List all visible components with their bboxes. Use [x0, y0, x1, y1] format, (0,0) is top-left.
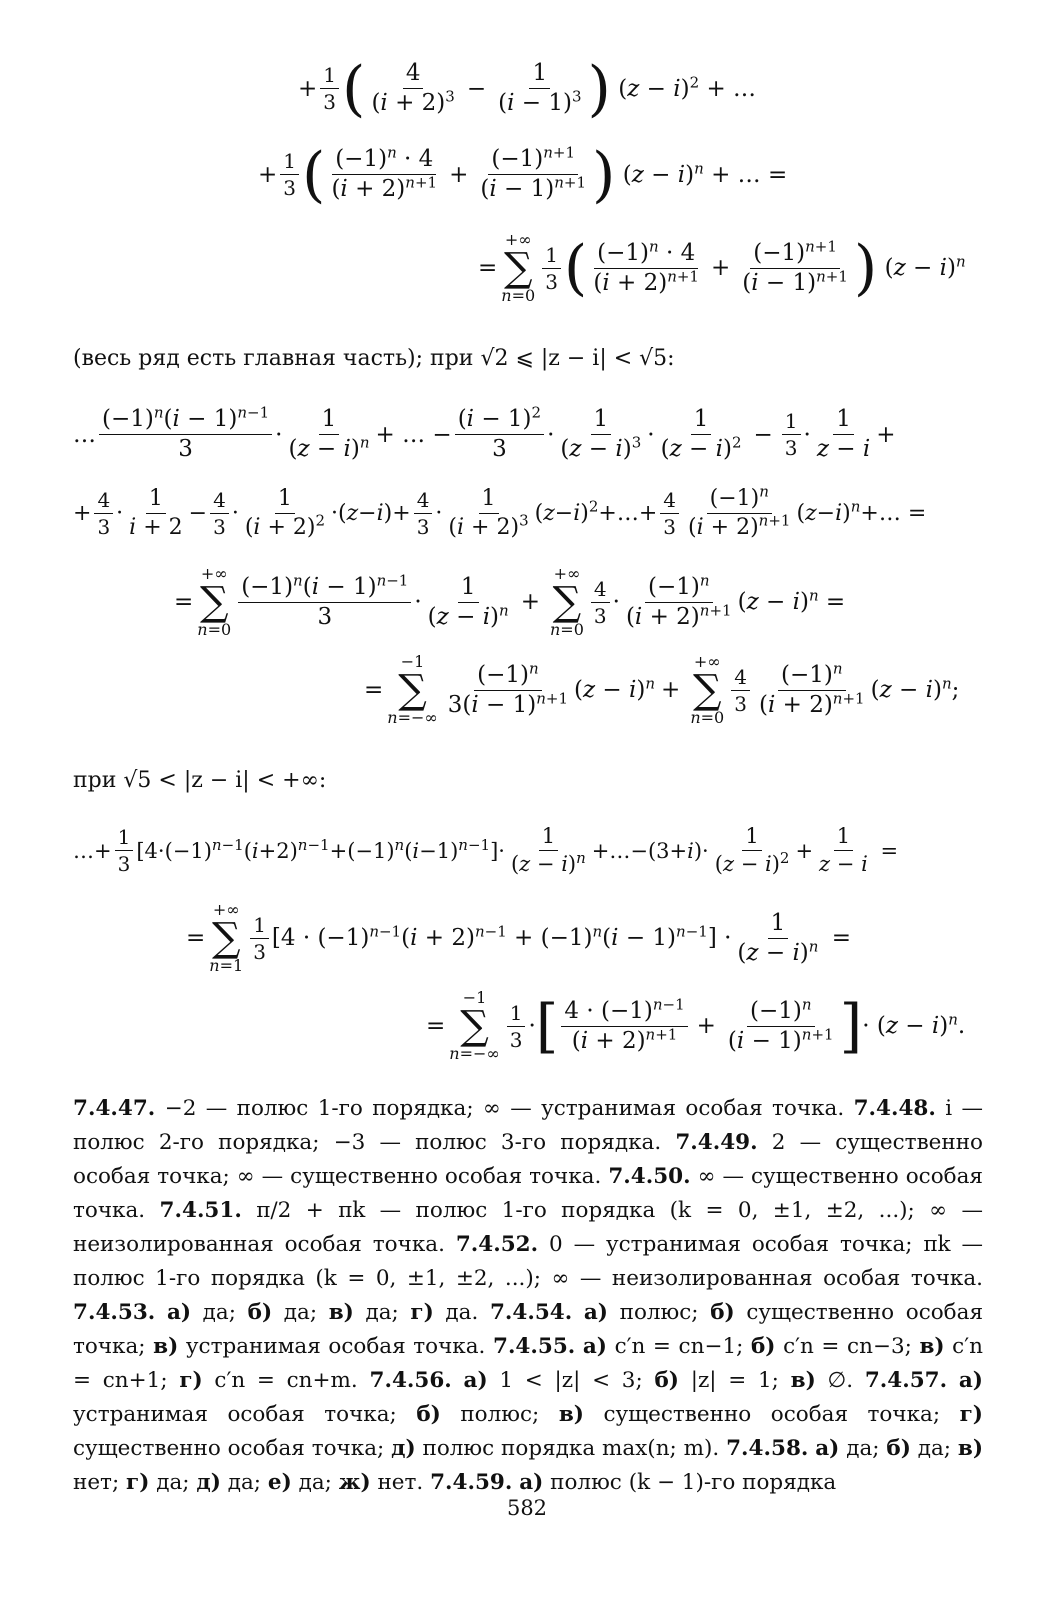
condition-text-1: (весь ряд есть главная часть); при √2 ⩽ |z − i| < √5: [73, 346, 675, 371]
formula-line-4: … $(-1)^n(i - 1)^{n-1}$ 3 · 1 $(z - i)^n$ + … − $\frac{(i - 1)^2}{3}$ · 1 $(z - i)^3$ · 1 $(z - i)^2$ − $\frac{1}{3}$ · 1 z − i + [73, 403, 896, 462]
formula-line-9: = +∞ ∑ n=1 1 3 $[4 \cdot (-1)^{n-1}(i + 2)^{n-1} + (-1)^n(i - 1)^{n-1}]$ · $\frac{1}{(z - i)^n}$ = [186, 900, 852, 975]
formula-line-2: + $\frac{1}{3}$ ( $(-1)^n \cdot 4$ $(i + 2)^{n+1}$ + $\frac{(-1)^{n+1}}{(i - 1)^{n+1}}$ ) $(z - i)^n$ + … = [258, 139, 788, 210]
formula-line-8: …+ $\frac{1}{3}$ $[4\cdot(-1)^{n-1}(i+2)^{n-1}+(-1)^n(i-1)^{n-1}]\cdot$ 1 $(z - i)^n$ +…−(3+i)· 1 $(z - i)^2$ + $\frac{1}{z - i}$ = [73, 824, 899, 876]
answers-paragraph: 7.4.47. −2 — полюс 1-го порядка; ∞ — устранимая особая точка. 7.4.48. i — полюс 2-го порядка; −3 — полюс 3-го порядка. 7.4.49. 2 — существенно особая точка; ∞ — существенно особая точка. 7.4.50. ∞ — существенно особая точка. 7.4.51. π/2 + πk — полюс 1-го порядка (k = 0, ±1, ±2, ...); ∞ — неизолированная особая точка. 7.4.52. 0 — устранимая особая точка; πk — полюс 1-го порядка (k = 0, ±1, ±2, ...); ∞ — неизолированная особая точка. 7.4.53. а) да; б) да; в) да; г) да. 7.4.54. а) полюс; б) существенно особая точка; в) устранимая особая точка. 7.4.55. а) c′n = cn−1; б) c′n = cn−3; в) c′n = cn+1; г) c′n = cn+m. 7.4.56. а) 1 < |z| < 3; б) |z| = 1; в) ∅. 7.4.57. а) устранимая особая точка; б) полюс; в) существенно особая точка; г) существенно особая точка; д) полюс порядка max(n; m). 7.4.58. а) да; б) да; в) нет; г) да; д) да; е) да; ж) нет. 7.4.59. а) полюс (k − 1)-го порядка [73, 1096, 984, 1495]
formula-line-1: + $\frac{1}{3}$ ( 4 $(i + 2)^3$ − $\frac{1}{(i - 1)^3}$ ) $(z - i)^2$ + … [298, 53, 757, 124]
formula-line-10: = −1 ∑ n=−∞ 1 3 · [ $4 \cdot (-1)^{n-1}$ $(i + 2)^{n+1}$ + $\frac{(-1)^n}{(i - 1)^{n+1}}$ ] · $(z - i)^n$. [426, 988, 966, 1063]
formula-line-5: + $\frac{4}{3}$ · 1 i + 2 − $\frac{4}{3}$ · 1 $(i + 2)^2$ ·(z−i)+ $\frac{4}{3}$ · 1 $(i + 2)^3$ $(z-i)^2+\dots+$ $\frac{4}{3}$ $(-1)^n$ $(i + 2)^{n+1}$ $(z-i)^n+\dots$ = [73, 482, 927, 540]
formula-line-6: = +∞ ∑ n=0 $(-1)^n(i - 1)^{n-1}$ 3 · 1 $(z - i)^n$ + +∞ ∑ n=0 4 3 · $(-1)^n$ $(i + 2)^{n+1}$ $(z - i)^n$ = [174, 564, 846, 639]
formula-line-3: = +∞ ∑ n=0 1 3 ( $(-1)^n \cdot 4$ $(i + 2)^{n+1}$ + $\frac{(-1)^{n+1}}{(i - 1)^{n+1}}$ ) $(z - i)^n$ [478, 230, 966, 305]
condition-text-2: при √5 < |z − i| < +∞: [73, 768, 327, 793]
page-number: 582 [506, 1496, 548, 1520]
formula-line-7: = −1 ∑ n=−∞ $(-1)^n$ $3(i - 1)^{n+1}$ $(z - i)^n$ + +∞ ∑ n=0 4 3 $(-1)^n$ $(i + 2)^{n+1}$ $(z - i)^n$; [364, 652, 960, 727]
